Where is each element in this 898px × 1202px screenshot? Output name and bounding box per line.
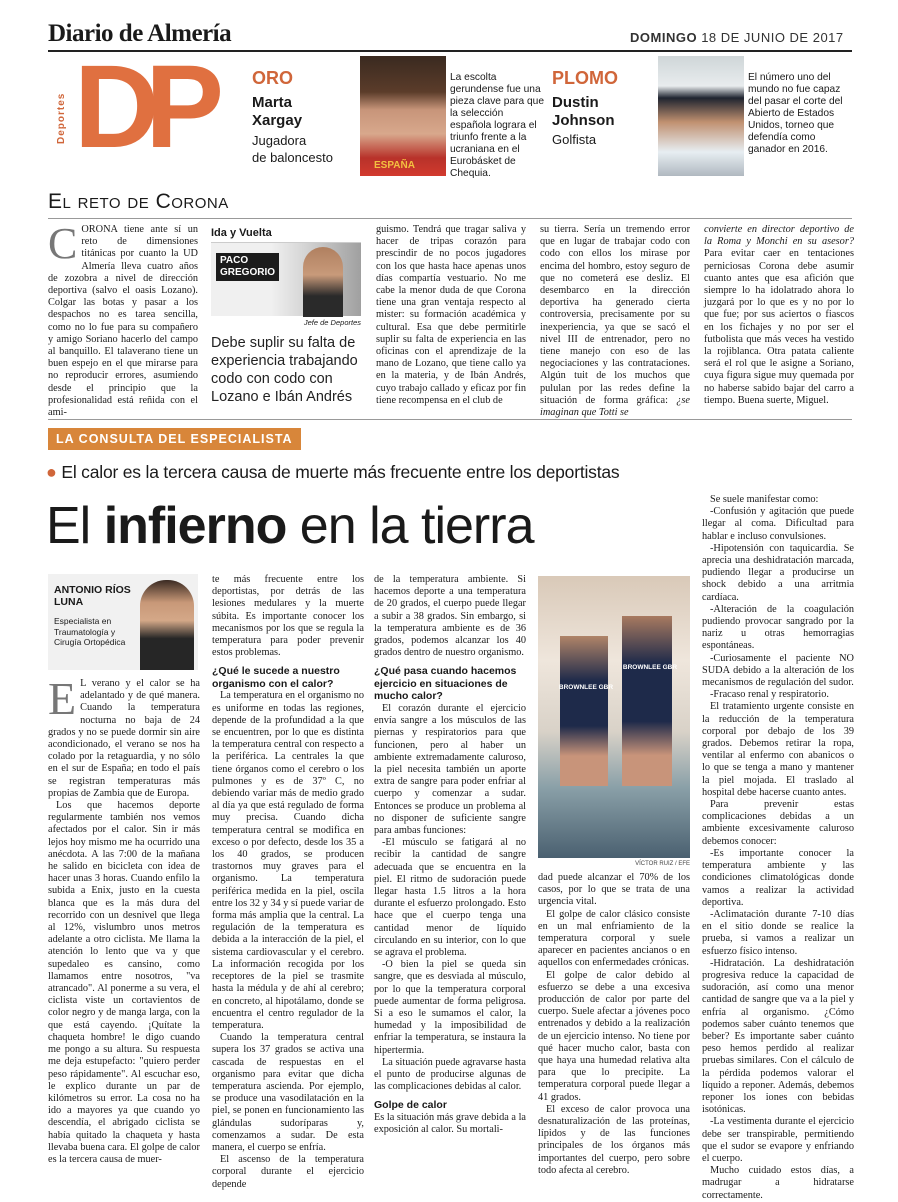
bullet-icon: ● xyxy=(46,462,57,482)
column-col5-italic: convierte en director deportivo de la Roma y Monchi en su asesor? xyxy=(704,224,854,248)
feature-col1-p1: L verano y el calor se ha adelantado y de qué manera. Cuando la temperatura nocturna no baja de 24 grados y no se puede dormir sin aire acondicionado, el verano se nos ha colado por la retaguardia, y no sólo en el sur de España; en todo el país se registran temperaturas más propias de Zambia que de Europa. xyxy=(48,678,200,799)
feature-col2-p4: El ascenso de la temperatura corporal durante el ejercicio depende xyxy=(212,1154,364,1190)
oro-shirt-text: ESPAÑA xyxy=(374,160,415,171)
feature-col4-p2: El golpe de calor clásico consiste en un mal enfriamiento de la temperatura corporal y suele aparecer en pacientes ancianos o en aquellos con enfermedades crónicas. xyxy=(538,908,690,969)
masthead-date xyxy=(630,30,844,45)
feature-col4-p1: dad puede alcanzar el 70% de los casos, por lo que se trata de una urgencia vital. xyxy=(538,872,690,908)
feature-col2-subhead: ¿Qué le sucede a nuestro organismo con el calor? xyxy=(212,665,340,690)
section-vertical-label: Deportes xyxy=(56,92,67,144)
headline-post: en la tierra xyxy=(286,497,534,555)
feature-subhead-text: El calor es la tercera causa de muerte más frecuente entre los deportistas xyxy=(61,462,620,482)
feature-col5-p12: -La vestimenta durante el ejercicio debe ser transpirable, permitiendo que el sudor se evapore y enfriando el cuerpo. xyxy=(702,1116,854,1164)
masthead-day: DOMINGO xyxy=(630,30,698,45)
feature-top-rule xyxy=(48,419,852,420)
column-col5 xyxy=(704,224,854,407)
column-author-photo xyxy=(303,247,343,317)
column-col5-text: Para evitar caer en tentaciones perniciosas Corona debe asumir cuanto antes que esa afición que siempre lo ha idolatrado ahora lo juzgará por lo que es y no por lo que fue; por sus aciertos o fiascos en los fichajes y no por ser el futbolista que más veces ha vestido la rojiblanca. Otra patata caliente será el rol que le asigne a Soriano, cuya figura sigue muy quemada por no haberse sabido bajar del carro a tiempo. Buena suerte, Miguel. xyxy=(704,248,854,406)
oro-role-line2: de baloncesto xyxy=(252,150,333,165)
headline-bold: infierno xyxy=(103,497,287,555)
feature-col5-p5: -Curiosamente el paciente NO SUDA debido a la alteración de los mecanismos de regulación del sudor. xyxy=(702,652,854,689)
column-author-role: Jefe de Deportes xyxy=(303,318,361,327)
photo-credit: VÍCTOR RUIZ / EFE xyxy=(635,861,690,867)
feature-author-role: Especialista en Traumatología y Cirugía Ortopédica xyxy=(54,616,126,647)
feature-col5-p4: -Alteración de la coagulación pudiendo provocar sangrado por la nariz u otras hemorragias espontáneas. xyxy=(702,603,854,652)
athlete-right xyxy=(622,616,672,786)
plomo-label: PLOMO xyxy=(552,68,618,88)
feature-drop-cap: E xyxy=(48,673,77,724)
feature-col5-p3: -Hipotensión con taquicardia. Se aprecia una deshidratación marcada, pudiendo llegar a producirse un shock debido a una arritmia cardíaca. xyxy=(702,542,854,603)
feature-col5-p13: Mucho cuidado estos días, a madrugar a hidratarse correctamente. xyxy=(702,1165,854,1201)
column-kicker: Ida y Vuelta xyxy=(211,227,272,239)
feature-author-photo xyxy=(140,580,194,670)
masthead-date-text: 18 DE JUNIO DE 2017 xyxy=(701,30,844,45)
feature-col3-subhead1: ¿Qué pasa cuando hacemos ejercicio en situaciones de mucho calor? xyxy=(374,665,517,703)
column-col1-text: ORONA tiene ante sí un reto de dimensiones titánicas por cuanto la UD Almería lleva cuatro años de zozobra a nivel de dirección deportiva (salvo el oasis Lozano). Colgar las botas y pasar a los despachos no es tarea sencilla, como no lo fue para su compañero y amigo Soriano hacerlo del campo al banquillo. El talaverano tiene un buen espejo en el que mirarse para no reproducir errores, asumiendo desde el principio que la profesionalidad está reñida con el ami- xyxy=(48,224,198,419)
column-author-last: GREGORIO xyxy=(220,267,276,278)
feature-col2 xyxy=(212,574,364,1190)
feature-col4 xyxy=(538,872,690,1176)
oro-photo xyxy=(360,56,446,176)
plomo-name-first: Dustin xyxy=(552,94,599,111)
feature-col2-p3: Cuando la temperatura central supera los 37 grados se activa una cascada de respuestas en el organismo para evitar que dicha temperatura ascienda. Por ejemplo, se produce una vasodilatación en la piel, se ponen en funcionamiento las glándulas sudoríparas y, comenzamos a sudar. De esta manera, el cuerpo se enfría. xyxy=(212,1032,364,1153)
column-drop-cap: C xyxy=(48,219,78,268)
column-author-first: PACO xyxy=(220,255,249,266)
feature-col4-p4: El exceso de calor provoca una desnaturalización de las proteínas, lípidos y de las funciones principales de los órganos más importantes del cuerpo, pero sobre todo afecta al cerebro. xyxy=(538,1103,690,1176)
feature-col2-p1: te más frecuente entre los deportistas, por detrás de las lesiones medulares y la muerte súbita. Es importante conocer los mecanismos por los que se regula la temperatura para poder prevenir estos problemas. xyxy=(212,574,364,659)
feature-col3-p2: El corazón durante el ejercicio envía sangre a los músculos de las piernas y respiratorios para que funcionen, pero al haber un ambiente extremadamente caluroso, la piel necesita también un aporte extra de sangre para poder enfriar al cuerpo y comenzar a sudar. Entonces se produce un problema al no disponer de suficiente sangre para ambas funciones: xyxy=(374,702,526,836)
plomo-name xyxy=(552,94,615,130)
column-col3: guismo. Tendrá que tragar saliva y hacer de tripas corazón para prescindir de no pocos jugadores con los que hasta hace apenas unos días compartía vestuario. No me cabe la menor duda de que Corona tiene una gran ventaja respecto al mister: su formación académica y cultural. Esa que debe permitirle suplir su falta de experiencia en las oficinas con el aprendizaje de la mano de Lozano, que tiene callo ya en la materia, y de Ibán Andrés, cuyo trabajo callado y eficaz por fin tiene recompensa en el club de xyxy=(376,224,526,406)
column-col4 xyxy=(540,224,690,419)
feature-col4-p3: El golpe de calor debido al esfuerzo se debe a una excesiva producción de calor por parte del cuerpo. Suele afectar a jóvenes poco entrenados y debido a la realización de un ejercicio intenso. No tiene por qué hacer mucho calor, basta con que haya una humedad relativa alta para que lo precipite. La temperatura corporal puede llegar a 41 grados. xyxy=(538,969,690,1103)
dp-section-header xyxy=(48,41,852,179)
column-author-name xyxy=(216,253,279,281)
oro-label: ORO xyxy=(252,68,294,88)
feature-col5-p6: -Fracaso renal y respiratorio. xyxy=(710,689,829,701)
oro-name-last: Xargay xyxy=(252,112,303,129)
plomo-name-last: Johnson xyxy=(552,112,615,129)
feature-col5-p1: Se suele manifestar como: xyxy=(710,494,819,505)
column-col1 xyxy=(48,219,198,419)
column-author-box xyxy=(211,242,361,316)
masthead-logo: Diario de Almería xyxy=(48,20,232,47)
column-col4-text: su tierra. Sería un tremendo error que en lugar de trabajar codo con codo con ellos los mirase por encima del hombro, estoy seguro de que no cometerá ese desliz. El desembarco en la dirección deportiva ha generado cierta controversia, precisamente por su inexperiencia, ya que se sacó el nivel III de entrenador, pero no tiene manejo con eso de las negociaciones y las contrataciones. Algún tuit de los muchos que pululan por las redes define la situación de forma gráfica: xyxy=(540,224,690,406)
bib-left: BROWNLEE GBR xyxy=(558,684,614,691)
feature-col2-p2: La temperatura en el organismo no es uniforme en todas las regiones, depende de la profundidad a la que se encuentren, por lo que es distinta la temperatura central con respecto a la periférica. La centrales la que tiene órganos como el cerebro o los pulmones y es de 37º C, no debiendo variar más de medio grado al día ya que está regulado de forma muy precisa. Cuando dicha temperatura central se modifica en exceso o por defecto, desde los 35 a los 40 grados, se producen trastornos muy graves para el organismo. La temperatura periférica medida en la piel, oscila entre los 32 y 34 y sí puede variar de forma más amplia que la central. La regulación de la temperatura es debida a la interacción de la piel, el sistema cardiovascular y el cerebro. La información recogida por los receptores de la piel se trasmite hasta la médula y de ahí al cerebro; en concreto, al hipotálamo, donde se encuentra el centro regulador de la temperatura. xyxy=(212,690,364,1031)
feature-col3-p6: Es la situación más grave debida a la exposición al calor. Su mortali- xyxy=(374,1111,526,1136)
column-pull-quote: Debe suplir su falta de experiencia trabajando codo con codo con Lozano e Ibán Andrés xyxy=(211,335,358,405)
feature-col3-p4: -O bien la piel se queda sin sangre, que es desviada al músculo, por lo que la temperatura corporal puede aumentar de forma peligrosa. Si a eso le sumamos el calor, la humedad y la imposibilidad de enfriar la temperatura, se instaura la hipertermia. xyxy=(374,959,526,1056)
feature-col5-p7: El tratamiento urgente consiste en la reducción de la temperatura corporal por debajo de los 39 grados. Debemos retirar la ropa, ventilar al enfermo con abanicos o lo que se tenga a mano y mantener la piel mojada. El traslado al hospital debe hacerse cuanto antes. xyxy=(702,701,854,798)
oro-name-first: Marta xyxy=(252,94,293,111)
column-title: El reto de Corona xyxy=(48,190,229,213)
oro-role xyxy=(252,132,333,166)
feature-col5-p10: -Aclimatación durante 7-10 días en el sitio donde se realice la prueba, si vamos a realizar un esfuerzo físico intenso. xyxy=(702,908,854,957)
feature-subhead xyxy=(46,462,619,483)
feature-col3-p1: de la temperatura ambiente. Si hacemos deporte a una temperatura de 20 grados, el cuerpo puede llegar a subir a 38 grados. Sin embargo, si la temperatura ambiente es de 36 grados, podemos alcanzar los 40 grados dentro de nuestro organismo. xyxy=(374,574,526,659)
feature-col5-p9: -Es importante conocer la temperatura ambiente y las condiciones climatológicas donde vamos a realizar la actividad deportiva. xyxy=(702,847,854,908)
feature-col3-subhead2: Golpe de calor xyxy=(374,1099,447,1112)
feature-author-last: LUNA xyxy=(54,596,84,608)
feature-col3-p5: La situación puede agravarse hasta el punto de producirse algunas de las complicaciones debidas al calor. xyxy=(374,1056,526,1093)
plomo-description: El número uno del mundo no fue capaz del pasar el corte del Abierto de Estados Unidos, torneo que defendía como ganador en 2016. xyxy=(748,72,843,155)
athlete-left xyxy=(560,636,608,786)
feature-col5-p8: Para prevenir estas complicaciones debidas a un ambiente excesivamente caluroso debemos conocer: xyxy=(702,799,854,847)
feature-author-first: ANTONIO RÍOS xyxy=(54,584,131,596)
feature-author-name xyxy=(54,584,131,608)
column-title-rule xyxy=(48,218,852,219)
plomo-role: Golfista xyxy=(552,132,597,147)
oro-description: La escolta gerundense fue una pieza clave para que la selección española lograra el triunfo frente a la ucraniana en el Eurobásket de Chequia. xyxy=(450,72,545,179)
plomo-photo xyxy=(658,56,744,176)
feature-photo xyxy=(538,576,690,858)
feature-col1 xyxy=(48,673,200,1165)
feature-band: LA CONSULTA DEL ESPECIALISTA xyxy=(48,428,301,450)
feature-col5-p11: -Hidratación. La deshidratación progresiva reduce la capacidad de sudoración, así como una menor cantidad de sangre que va a la piel y enfría al organismo. ¿Cómo podemos saber cuánto tenemos que beber? Es importante saber cuánto peso hemos perdido al realizar pruebas similares. Con el cálculo de la pérdida podemos valorar el líquido a reponer. Además, debemos reponer los iones con bebidas isotónicas. xyxy=(702,957,854,1116)
oro-role-line1: Jugadora xyxy=(252,133,307,148)
feature-col3 xyxy=(374,574,526,1148)
oro-name xyxy=(252,94,302,130)
feature-col3-p3: -El músculo se fatigará al no recibir la cantidad de sangre adecuada que se encuentra en la piel. El ritmo de sudoración puede llegar hasta 1.5 litros a la hora durante el esfuerzo prolongado. Esto hace que el cuerpo tenga una cantidad menor de líquido circulando en su interior, con lo que se agrava el problema. xyxy=(374,837,526,958)
column-col4-italic: ¿se imaginan que Totti se xyxy=(540,394,690,419)
feature-col1-p2: Los que hacemos deporte regularmente también nos vemos afectados por el calor. Sin ir más lejos hoy mismo me ha ocurrido una anécdota. A las 7:00 de la mañana he salido en bicicleta con idea de hacer unas 3 horas. Cuando enfilo la subida a Enix, justo en la cuesta blanca que es la más dura del recorrido con un desnivel que llega al 12%, vislumbro unos metros adelante a otro ciclista. Me llama la atención lo lento que va y que supedaleo es cansino, como llamamos entre nosotros, "va atrancado". Al ponerme a su vera, el ciclista viste un cortavientos de color negro y de manga larga, con la que está cayendo. ¡Quítate la chaqueta hombre! le digo cuando me pongo a su altura. Su respuesta me deja estupefacto: "quiero perder peso rápidamente". Al escuchar eso, le explico durante un par de kilómetros su error. La cosa no ha ido a mayores ya que cuando yo descendía, el abrigado ciclista se había quitado la chaqueta y hasta llevaba buena cara. El golpe de calor es la tercera causa de muer- xyxy=(48,800,200,1165)
feature-headline xyxy=(46,496,534,556)
section-dp-logo: DP xyxy=(74,41,210,173)
feature-col5 xyxy=(702,494,854,1201)
feature-col5-p2: -Confusión y agitación que puede llegar al coma. Dificultad para hablar e incluso convulsiones. xyxy=(702,506,854,542)
headline-pre: El xyxy=(46,497,104,555)
feature-author-box xyxy=(48,574,198,670)
bib-right: BROWNLEE GBR xyxy=(622,664,678,671)
